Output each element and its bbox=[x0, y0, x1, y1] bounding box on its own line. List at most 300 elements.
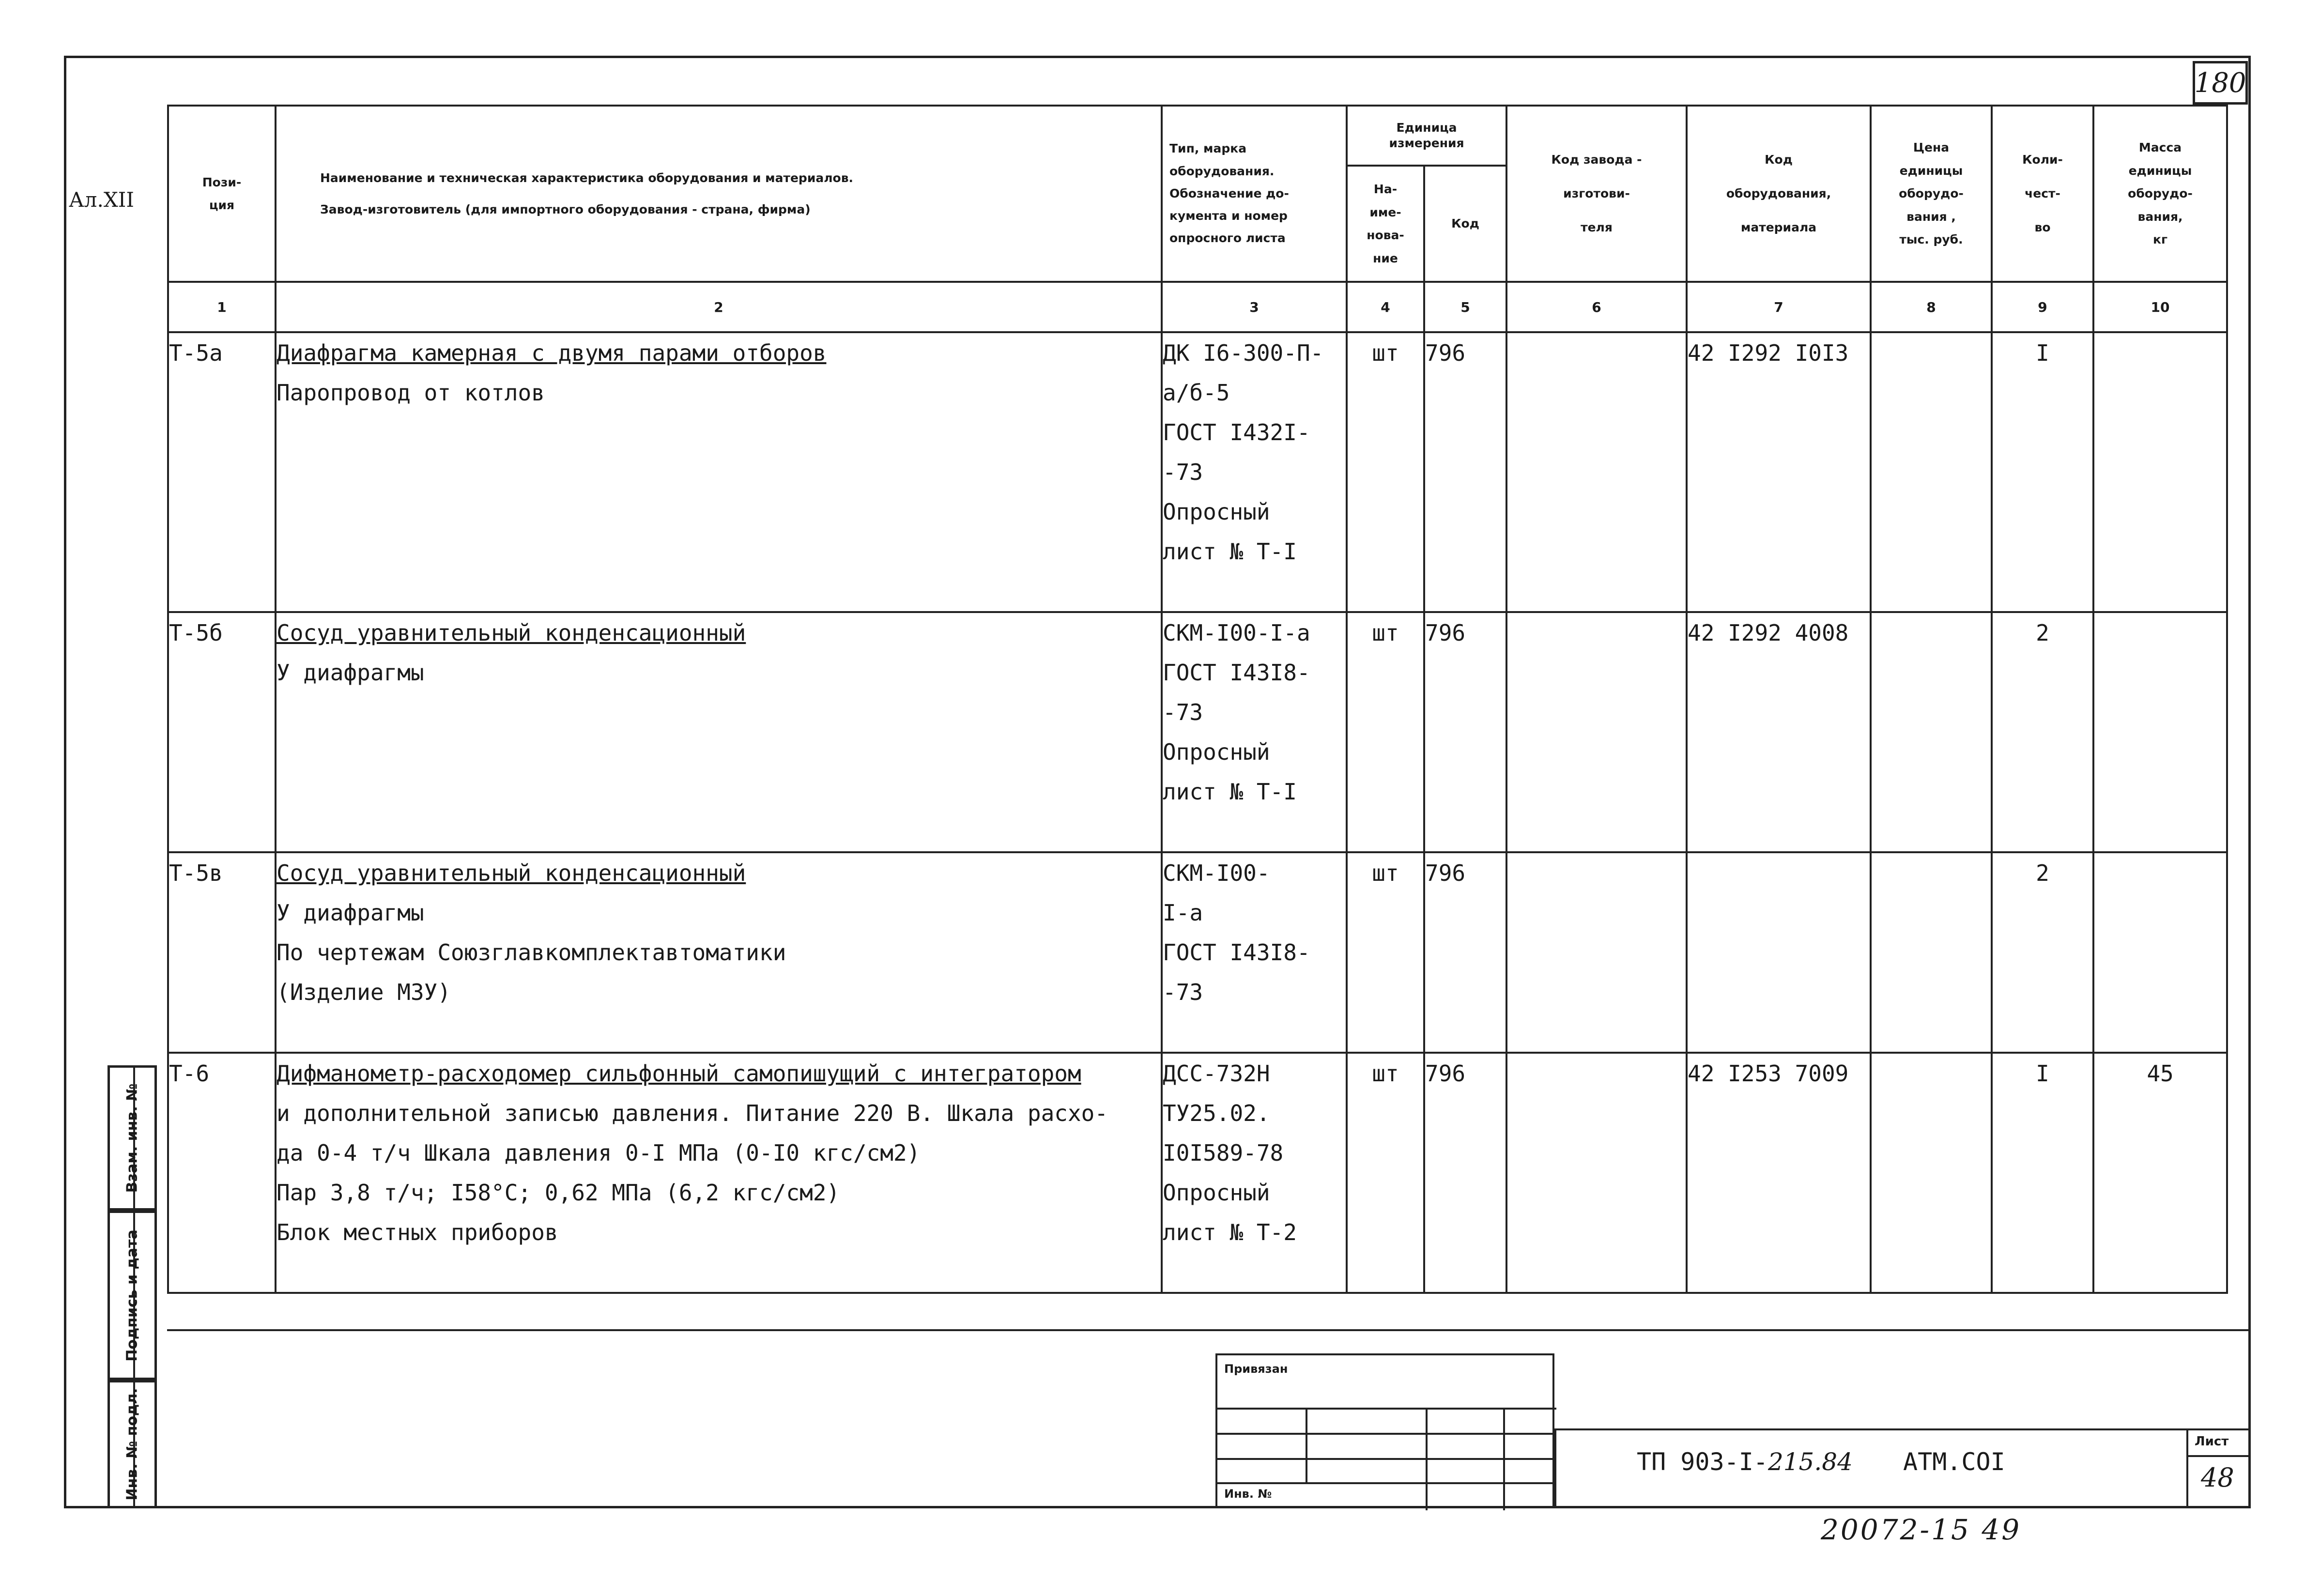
position-cell: Т-6 bbox=[168, 1053, 276, 1093]
quantity-cell bbox=[1992, 532, 2093, 571]
type-cell: I0I589-78 bbox=[1162, 1133, 1347, 1173]
table-row bbox=[168, 1012, 2227, 1053]
position-cell bbox=[168, 772, 276, 812]
price-cell bbox=[1871, 571, 1992, 612]
name-cell: Блок местных приборов bbox=[276, 1212, 1162, 1252]
unit-code-cell: 796 bbox=[1424, 332, 1506, 373]
mass-cell bbox=[2093, 732, 2227, 772]
type-cell: лист № Т-I bbox=[1162, 772, 1347, 812]
type-cell: -73 bbox=[1162, 972, 1347, 1012]
position-cell bbox=[168, 972, 276, 1012]
price-cell bbox=[1871, 452, 1992, 492]
name-cell bbox=[276, 1012, 1162, 1053]
equipment-code-cell bbox=[1687, 1212, 1871, 1252]
factory-code-cell bbox=[1506, 532, 1687, 571]
type-cell: лист № Т-I bbox=[1162, 532, 1347, 571]
unit-cell bbox=[1347, 1212, 1424, 1252]
table-row bbox=[168, 812, 2227, 852]
quantity-cell bbox=[1992, 373, 2093, 413]
equipment-code-cell bbox=[1687, 1133, 1871, 1173]
unit-code-cell bbox=[1424, 1012, 1506, 1053]
type-cell: -73 bbox=[1162, 692, 1347, 732]
mass-cell bbox=[2093, 413, 2227, 452]
column-number: 7 bbox=[1687, 282, 1871, 332]
mass-cell bbox=[2093, 933, 2227, 972]
unit-code-cell bbox=[1424, 492, 1506, 532]
factory-code-cell bbox=[1506, 1012, 1687, 1053]
header-unit-code: Код bbox=[1424, 166, 1506, 282]
unit-code-cell bbox=[1424, 1173, 1506, 1212]
table-row bbox=[168, 1093, 2227, 1133]
unit-cell bbox=[1347, 893, 1424, 933]
unit-cell bbox=[1347, 653, 1424, 692]
unit-code-cell bbox=[1424, 893, 1506, 933]
table-row bbox=[168, 1053, 2227, 1093]
mass-cell bbox=[2093, 492, 2227, 532]
quantity-cell bbox=[1992, 653, 2093, 692]
unit-code-cell bbox=[1424, 1252, 1506, 1293]
header-unit: Единица измерения bbox=[1347, 106, 1506, 166]
name-cell: Сосуд уравнительный конденсационный bbox=[276, 852, 1162, 893]
unit-cell bbox=[1347, 1173, 1424, 1212]
unit-cell bbox=[1347, 933, 1424, 972]
quantity-cell bbox=[1992, 1173, 2093, 1212]
equipment-code-cell bbox=[1687, 972, 1871, 1012]
position-cell bbox=[168, 571, 276, 612]
bottom-archive-number: 20072-15 49 bbox=[1821, 1513, 2022, 1546]
price-cell bbox=[1871, 1012, 1992, 1053]
table-row bbox=[168, 732, 2227, 772]
quantity-cell bbox=[1992, 1133, 2093, 1173]
column-number: 9 bbox=[1992, 282, 2093, 332]
unit-cell bbox=[1347, 972, 1424, 1012]
price-cell bbox=[1871, 1093, 1992, 1133]
unit-code-cell: 796 bbox=[1424, 612, 1506, 653]
column-number: 5 bbox=[1424, 282, 1506, 332]
name-cell: и дополнительной записью давления. Питание 220 В. Шкала расхо- bbox=[276, 1093, 1162, 1133]
quantity-cell: 2 bbox=[1992, 852, 2093, 893]
position-cell bbox=[168, 812, 276, 852]
position-cell bbox=[168, 1012, 276, 1053]
type-cell: ГОСТ I43I8- bbox=[1162, 653, 1347, 692]
price-cell bbox=[1871, 812, 1992, 852]
position-cell bbox=[168, 1252, 276, 1293]
price-cell bbox=[1871, 332, 1992, 373]
price-cell bbox=[1871, 933, 1992, 972]
name-cell: Дифманометр-расходомер сильфонный самопишущий с интегратором bbox=[276, 1053, 1162, 1093]
type-cell bbox=[1162, 1012, 1347, 1053]
quantity-cell: 2 bbox=[1992, 612, 2093, 653]
mass-cell bbox=[2093, 692, 2227, 732]
quantity-cell bbox=[1992, 933, 2093, 972]
mass-cell bbox=[2093, 612, 2227, 653]
unit-cell bbox=[1347, 692, 1424, 732]
quantity-cell bbox=[1992, 1212, 2093, 1252]
factory-code-cell bbox=[1506, 452, 1687, 492]
unit-cell bbox=[1347, 732, 1424, 772]
mass-cell bbox=[2093, 1173, 2227, 1212]
header-mass: Масса единицы оборудо- вания, кг bbox=[2093, 106, 2227, 282]
price-cell bbox=[1871, 413, 1992, 452]
factory-code-cell bbox=[1506, 413, 1687, 452]
unit-code-cell bbox=[1424, 653, 1506, 692]
position-cell bbox=[168, 933, 276, 972]
quantity-cell: I bbox=[1992, 1053, 2093, 1093]
table-row bbox=[168, 332, 2227, 373]
unit-cell: шт bbox=[1347, 612, 1424, 653]
position-cell bbox=[168, 1212, 276, 1252]
type-cell: ТУ25.02. bbox=[1162, 1093, 1347, 1133]
unit-cell bbox=[1347, 452, 1424, 492]
price-cell bbox=[1871, 532, 1992, 571]
document-code: АТМ.СОI bbox=[1903, 1448, 2005, 1476]
type-cell: ГОСТ I432I- bbox=[1162, 413, 1347, 452]
price-cell bbox=[1871, 692, 1992, 732]
price-cell bbox=[1871, 373, 1992, 413]
title-block-left bbox=[1554, 1428, 1556, 1508]
position-cell bbox=[168, 732, 276, 772]
equipment-code-cell: 42 I253 7009 bbox=[1687, 1053, 1871, 1093]
bottom-divider bbox=[167, 1329, 2249, 1331]
mass-cell bbox=[2093, 893, 2227, 933]
name-cell bbox=[276, 772, 1162, 812]
position-cell bbox=[168, 1093, 276, 1133]
table-row bbox=[168, 452, 2227, 492]
table-row bbox=[168, 1173, 2227, 1212]
sheet-number: 48 bbox=[2201, 1462, 2234, 1493]
name-cell: У диафрагмы bbox=[276, 893, 1162, 933]
position-cell bbox=[168, 373, 276, 413]
equipment-code-cell bbox=[1687, 933, 1871, 972]
column-number: 4 bbox=[1347, 282, 1424, 332]
quantity-cell bbox=[1992, 1252, 2093, 1293]
mass-cell bbox=[2093, 1133, 2227, 1173]
unit-cell bbox=[1347, 1093, 1424, 1133]
unit-cell bbox=[1347, 812, 1424, 852]
unit-cell bbox=[1347, 1133, 1424, 1173]
type-cell bbox=[1162, 1252, 1347, 1293]
type-cell: Опросный bbox=[1162, 492, 1347, 532]
equipment-code-cell bbox=[1687, 532, 1871, 571]
price-cell bbox=[1871, 492, 1992, 532]
table-row bbox=[168, 532, 2227, 571]
factory-code-cell bbox=[1506, 772, 1687, 812]
equipment-code-cell bbox=[1687, 413, 1871, 452]
column-number: 1 bbox=[168, 282, 276, 332]
price-cell bbox=[1871, 1133, 1992, 1173]
header-type: Тип, марка оборудования. Обозначение до- кумента и номер опросного листа bbox=[1162, 106, 1347, 282]
header-price: Цена единицы оборудо- вания , тыс. руб. bbox=[1871, 106, 1992, 282]
factory-code-cell bbox=[1506, 571, 1687, 612]
unit-cell bbox=[1347, 413, 1424, 452]
equipment-code-cell bbox=[1687, 1252, 1871, 1293]
column-number: 8 bbox=[1871, 282, 1992, 332]
mass-cell bbox=[2093, 1093, 2227, 1133]
position-cell bbox=[168, 893, 276, 933]
equipment-code-cell bbox=[1687, 571, 1871, 612]
unit-code-cell bbox=[1424, 933, 1506, 972]
equipment-code-cell: 42 I292 4008 bbox=[1687, 612, 1871, 653]
mass-cell bbox=[2093, 532, 2227, 571]
mass-cell bbox=[2093, 452, 2227, 492]
table-row bbox=[168, 692, 2227, 732]
equipment-code-cell bbox=[1687, 653, 1871, 692]
sheet-corner-number: 180 bbox=[2193, 61, 2248, 105]
specification-table bbox=[167, 105, 2228, 1294]
unit-code-cell bbox=[1424, 1093, 1506, 1133]
mass-cell bbox=[2093, 812, 2227, 852]
unit-code-cell bbox=[1424, 1212, 1506, 1252]
quantity-cell bbox=[1992, 893, 2093, 933]
mass-cell bbox=[2093, 373, 2227, 413]
equipment-code-cell bbox=[1687, 1093, 1871, 1133]
name-cell bbox=[276, 571, 1162, 612]
type-cell: Опросный bbox=[1162, 732, 1347, 772]
table-row bbox=[168, 653, 2227, 692]
unit-code-cell bbox=[1424, 532, 1506, 571]
position-cell: Т-5б bbox=[168, 612, 276, 653]
name-cell: да 0-4 т/ч Шкала давления 0-I МПа (0-I0 кгс/см2) bbox=[276, 1133, 1162, 1173]
mass-cell bbox=[2093, 1012, 2227, 1053]
column-number-row bbox=[168, 282, 2227, 332]
factory-code-cell bbox=[1506, 332, 1687, 373]
column-number: 6 bbox=[1506, 282, 1687, 332]
type-cell: Опросный bbox=[1162, 1173, 1347, 1212]
name-cell: По чертежам Союзглавкомплектавтоматики bbox=[276, 933, 1162, 972]
name-cell bbox=[276, 532, 1162, 571]
quantity-cell bbox=[1992, 692, 2093, 732]
side-label: Ал.XII bbox=[69, 188, 134, 212]
sheet-label: Лист bbox=[2195, 1434, 2229, 1449]
type-cell: -73 bbox=[1162, 452, 1347, 492]
equipment-code-cell bbox=[1687, 732, 1871, 772]
unit-cell bbox=[1347, 1252, 1424, 1293]
mass-cell: 45 bbox=[2093, 1053, 2227, 1093]
equipment-code-cell: 42 I292 I0I3 bbox=[1687, 332, 1871, 373]
stamp-signature-date: Подпись и дата bbox=[108, 1211, 157, 1380]
mass-cell bbox=[2093, 772, 2227, 812]
quantity-cell bbox=[1992, 413, 2093, 452]
name-cell: У диафрагмы bbox=[276, 653, 1162, 692]
mass-cell bbox=[2093, 332, 2227, 373]
table-row bbox=[168, 612, 2227, 653]
price-cell bbox=[1871, 772, 1992, 812]
quantity-cell: I bbox=[1992, 332, 2093, 373]
equipment-code-cell bbox=[1687, 893, 1871, 933]
sheet-box-divider bbox=[2186, 1455, 2251, 1457]
name-cell: Пар 3,8 т/ч; I58°С; 0,62 МПа (6,2 кгс/см2) bbox=[276, 1173, 1162, 1212]
price-cell bbox=[1871, 1252, 1992, 1293]
column-number: 2 bbox=[276, 282, 1162, 332]
stamp-inv-original: Инв. № подл. bbox=[108, 1380, 157, 1508]
type-cell: СКМ-I00-I-а bbox=[1162, 612, 1347, 653]
table-row bbox=[168, 1133, 2227, 1173]
position-cell bbox=[168, 492, 276, 532]
type-cell: СКМ-I00- bbox=[1162, 852, 1347, 893]
unit-cell bbox=[1347, 532, 1424, 571]
type-cell bbox=[1162, 571, 1347, 612]
position-cell bbox=[168, 452, 276, 492]
unit-cell bbox=[1347, 772, 1424, 812]
unit-code-cell bbox=[1424, 812, 1506, 852]
mass-cell bbox=[2093, 972, 2227, 1012]
position-cell bbox=[168, 692, 276, 732]
type-cell: а/б-5 bbox=[1162, 373, 1347, 413]
unit-code-cell: 796 bbox=[1424, 1053, 1506, 1093]
name-cell bbox=[276, 692, 1162, 732]
price-cell bbox=[1871, 1053, 1992, 1093]
factory-code-cell bbox=[1506, 653, 1687, 692]
column-number: 10 bbox=[2093, 282, 2227, 332]
name-cell: (Изделие МЗУ) bbox=[276, 972, 1162, 1012]
name-cell bbox=[276, 732, 1162, 772]
table-row bbox=[168, 972, 2227, 1012]
type-cell: лист № Т-2 bbox=[1162, 1212, 1347, 1252]
type-cell: ГОСТ I43I8- bbox=[1162, 933, 1347, 972]
quantity-cell bbox=[1992, 452, 2093, 492]
name-cell: Сосуд уравнительный конденсационный bbox=[276, 612, 1162, 653]
factory-code-cell bbox=[1506, 812, 1687, 852]
factory-code-cell bbox=[1506, 1093, 1687, 1133]
equipment-code-cell bbox=[1687, 1012, 1871, 1053]
table-row bbox=[168, 1212, 2227, 1252]
header-factory-code: Код завода - изготови- теля bbox=[1506, 106, 1687, 282]
equipment-code-cell bbox=[1687, 772, 1871, 812]
table-row bbox=[168, 571, 2227, 612]
binding-stamp bbox=[1215, 1353, 1554, 1508]
quantity-cell bbox=[1992, 1093, 2093, 1133]
factory-code-cell bbox=[1506, 852, 1687, 893]
price-cell bbox=[1871, 612, 1992, 653]
header-row bbox=[168, 106, 2227, 166]
price-cell bbox=[1871, 732, 1992, 772]
header-name: Наименование и техническая характеристика оборудования и материалов. Завод-изготовитель (для импортного оборудования - страна, фирма) bbox=[276, 106, 1162, 282]
equipment-code-cell bbox=[1687, 692, 1871, 732]
equipment-code-cell bbox=[1687, 373, 1871, 413]
header-position: Пози- ция bbox=[168, 106, 276, 282]
table-row bbox=[168, 852, 2227, 893]
unit-cell bbox=[1347, 571, 1424, 612]
column-number: 3 bbox=[1162, 282, 1347, 332]
price-cell bbox=[1871, 653, 1992, 692]
type-cell: I-а bbox=[1162, 893, 1347, 933]
factory-code-cell bbox=[1506, 612, 1687, 653]
factory-code-cell bbox=[1506, 1053, 1687, 1093]
table-body bbox=[168, 332, 2227, 1293]
unit-code-cell bbox=[1424, 571, 1506, 612]
name-cell bbox=[276, 413, 1162, 452]
quantity-cell bbox=[1992, 812, 2093, 852]
equipment-code-cell bbox=[1687, 492, 1871, 532]
mass-cell bbox=[2093, 1252, 2227, 1293]
header-quantity: Коли- чест- во bbox=[1992, 106, 2093, 282]
equipment-code-cell bbox=[1687, 812, 1871, 852]
table-row bbox=[168, 373, 2227, 413]
position-cell bbox=[168, 532, 276, 571]
equipment-code-cell bbox=[1687, 452, 1871, 492]
unit-code-cell bbox=[1424, 772, 1506, 812]
table-row bbox=[168, 1252, 2227, 1293]
unit-cell: шт bbox=[1347, 852, 1424, 893]
unit-code-cell bbox=[1424, 373, 1506, 413]
factory-code-cell bbox=[1506, 933, 1687, 972]
sheet-box-left bbox=[2186, 1428, 2188, 1508]
equipment-code-cell bbox=[1687, 1173, 1871, 1212]
quantity-cell bbox=[1992, 972, 2093, 1012]
unit-code-cell: 796 bbox=[1424, 852, 1506, 893]
position-cell bbox=[168, 1173, 276, 1212]
position-cell bbox=[168, 413, 276, 452]
unit-code-cell bbox=[1424, 972, 1506, 1012]
name-cell: Паропровод от котлов bbox=[276, 373, 1162, 413]
unit-cell: шт bbox=[1347, 332, 1424, 373]
mass-cell bbox=[2093, 852, 2227, 893]
table-row bbox=[168, 413, 2227, 452]
header-equipment-code: Код оборудования, материала bbox=[1687, 106, 1871, 282]
table-row bbox=[168, 893, 2227, 933]
quantity-cell bbox=[1992, 732, 2093, 772]
type-cell: ДСС-732Н bbox=[1162, 1053, 1347, 1093]
price-cell bbox=[1871, 1173, 1992, 1212]
price-cell bbox=[1871, 972, 1992, 1012]
unit-code-cell bbox=[1424, 452, 1506, 492]
title-block-top bbox=[1554, 1428, 2251, 1430]
factory-code-cell bbox=[1506, 492, 1687, 532]
name-cell bbox=[276, 492, 1162, 532]
unit-code-cell bbox=[1424, 1133, 1506, 1173]
unit-code-cell bbox=[1424, 692, 1506, 732]
price-cell bbox=[1871, 852, 1992, 893]
header-unit-name: На- име- нова- ние bbox=[1347, 166, 1424, 282]
name-cell bbox=[276, 812, 1162, 852]
quantity-cell bbox=[1992, 492, 2093, 532]
factory-code-cell bbox=[1506, 1133, 1687, 1173]
position-cell bbox=[168, 653, 276, 692]
factory-code-cell bbox=[1506, 373, 1687, 413]
quantity-cell bbox=[1992, 1012, 2093, 1053]
name-cell bbox=[276, 1252, 1162, 1293]
mass-cell bbox=[2093, 1212, 2227, 1252]
mass-cell bbox=[2093, 653, 2227, 692]
position-cell bbox=[168, 1133, 276, 1173]
unit-code-cell bbox=[1424, 732, 1506, 772]
table-row bbox=[168, 772, 2227, 812]
inv-number-label: Инв. № bbox=[1224, 1487, 1272, 1501]
type-cell: ДК I6-300-П- bbox=[1162, 332, 1347, 373]
factory-code-cell bbox=[1506, 972, 1687, 1012]
price-cell bbox=[1871, 893, 1992, 933]
unit-cell bbox=[1347, 1012, 1424, 1053]
name-cell bbox=[276, 452, 1162, 492]
position-cell: Т-5в bbox=[168, 852, 276, 893]
table-row bbox=[168, 933, 2227, 972]
factory-code-cell bbox=[1506, 893, 1687, 933]
factory-code-cell bbox=[1506, 1252, 1687, 1293]
table-row bbox=[168, 492, 2227, 532]
equipment-code-cell bbox=[1687, 852, 1871, 893]
unit-cell bbox=[1347, 492, 1424, 532]
quantity-cell bbox=[1992, 571, 2093, 612]
binding-label: Привязан bbox=[1224, 1362, 1288, 1376]
factory-code-cell bbox=[1506, 1212, 1687, 1252]
unit-cell bbox=[1347, 373, 1424, 413]
price-cell bbox=[1871, 1212, 1992, 1252]
unit-cell: шт bbox=[1347, 1053, 1424, 1093]
factory-code-cell bbox=[1506, 732, 1687, 772]
factory-code-cell bbox=[1506, 692, 1687, 732]
type-cell bbox=[1162, 812, 1347, 852]
mass-cell bbox=[2093, 571, 2227, 612]
